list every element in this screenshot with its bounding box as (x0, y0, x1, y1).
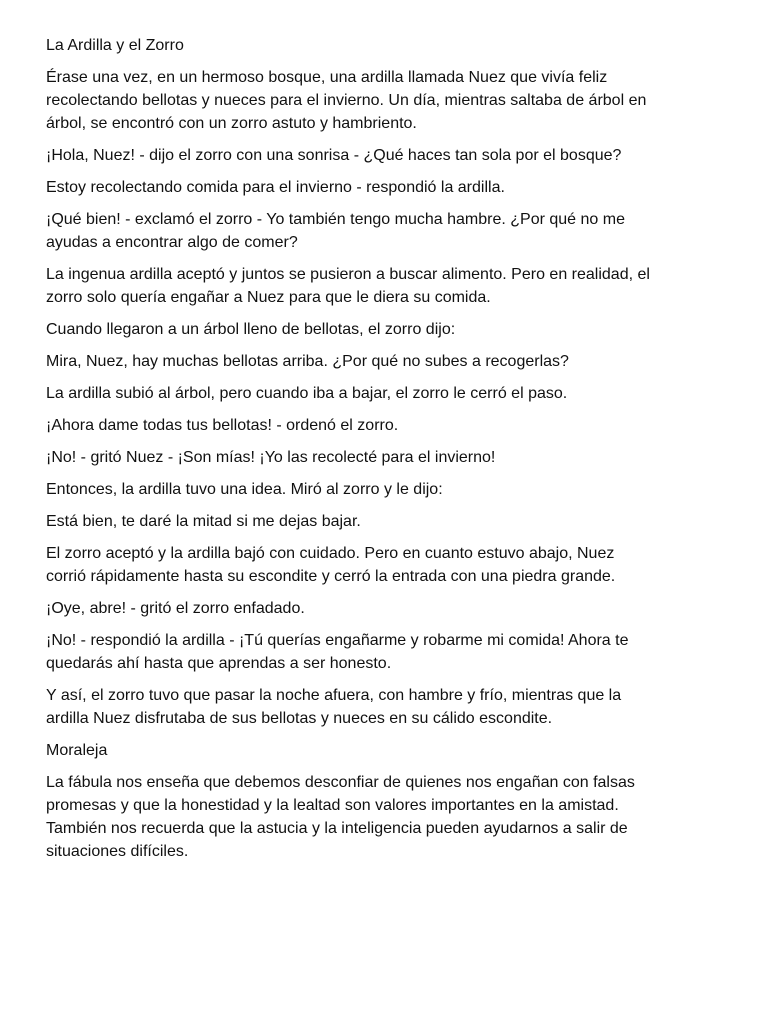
document-page (46, 34, 658, 872)
document-title: La Ardilla y el Zorro (46, 37, 184, 54)
story-paragraph: ¡Ahora dame todas tus bellotas! - ordenó el zorro. (46, 417, 399, 434)
story-paragraph: Érase una vez, en un hermoso bosque, una ardilla llamada Nuez que vivía feliz recolectando bellotas y nueces para el invierno. Un día, mientras saltaba de árbol en árbol, se encontró con un zorro astuto y hambriento. (46, 69, 647, 132)
story-paragraph: ¡No! - respondió la ardilla - ¡Tú querías engañarme y robarme mi comida! Ahora te quedarás ahí hasta que aprendas a ser honesto. (46, 632, 629, 672)
story-paragraph: Mira, Nuez, hay muchas bellotas arriba. ¿Por qué no subes a recogerlas? (46, 353, 569, 370)
story-paragraph: ¡Oye, abre! - gritó el zorro enfadado. (46, 600, 305, 617)
story-paragraph: La ardilla subió al árbol, pero cuando iba a bajar, el zorro le cerró el paso. (46, 385, 568, 402)
story-paragraph: Entonces, la ardilla tuvo una idea. Miró al zorro y le dijo: (46, 481, 443, 498)
story-paragraph: Estoy recolectando comida para el invierno - respondió la ardilla. (46, 179, 505, 196)
moral-heading: Moraleja (46, 742, 108, 759)
story-paragraph: Cuando llegaron a un árbol lleno de bellotas, el zorro dijo: (46, 321, 456, 338)
story-paragraph: La ingenua ardilla aceptó y juntos se pusieron a buscar alimento. Pero en realidad, el zorro solo quería engañar a Nuez para que le diera su comida. (46, 266, 650, 306)
moral-text: La fábula nos enseña que debemos desconfiar de quienes nos engañan con falsas promesas y que la honestidad y la lealtad son valores importantes en la amistad. También nos recuerda que la astucia y la inteligencia pueden ayudarnos a salir de situaciones difíciles. (46, 774, 635, 860)
story-paragraph: ¡Qué bien! - exclamó el zorro - Yo también tengo mucha hambre. ¿Por qué no me ayudas a encontrar algo de comer? (46, 211, 625, 251)
story-paragraph: ¡No! - gritó Nuez - ¡Son mías! ¡Yo las recolecté para el invierno! (46, 449, 496, 466)
story-paragraph: ¡Hola, Nuez! - dijo el zorro con una sonrisa - ¿Qué haces tan sola por el bosque? (46, 147, 622, 164)
story-paragraph: El zorro aceptó y la ardilla bajó con cuidado. Pero en cuanto estuvo abajo, Nuez corrió rápidamente hasta su escondite y cerró la entrada con una piedra grande. (46, 545, 616, 585)
story-paragraph: Y así, el zorro tuvo que pasar la noche afuera, con hambre y frío, mientras que la ardilla Nuez disfrutaba de sus bellotas y nueces en su cálido escondite. (46, 687, 622, 727)
story-paragraph: Está bien, te daré la mitad si me dejas bajar. (46, 513, 361, 530)
